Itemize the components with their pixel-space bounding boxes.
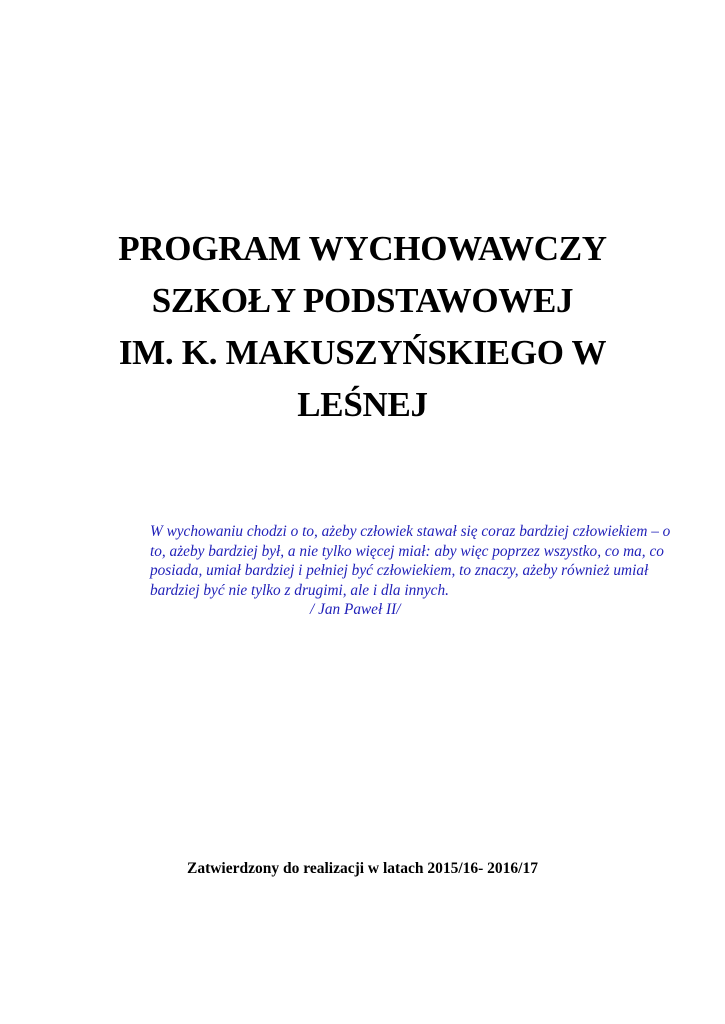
quote-line: W wychowaniu chodzi o to, ażeby człowiek stawał się coraz bardziej człowiekiem – o [150,523,671,540]
title-line: IM. K. MAKUSZYŃSKIEGO W [118,333,607,372]
approval-note: Zatwierdzony do realizacji w latach 2015/16- 2016/17 [186,860,538,877]
epigraph-quote [150,522,671,620]
quote-line: posiada, umiał bardziej i pełniej być człowiekiem, to znaczy, ażeby również umiał [150,562,649,579]
quote-author: / Jan Paweł II/ [310,601,401,618]
quote-line: bardziej być nie tylko z drugimi, ale i dla innych. [150,581,449,599]
title-line: PROGRAM WYCHOWAWCZY [118,229,607,268]
title-line: SZKOŁY PODSTAWOWEJ [151,281,574,320]
document-title [80,223,645,431]
quote-line: to, ażeby bardziej był, a nie tylko więcej miał: aby więc poprzez wszystko, co ma, co [150,542,664,560]
title-line: LEŚNEJ [297,385,428,424]
